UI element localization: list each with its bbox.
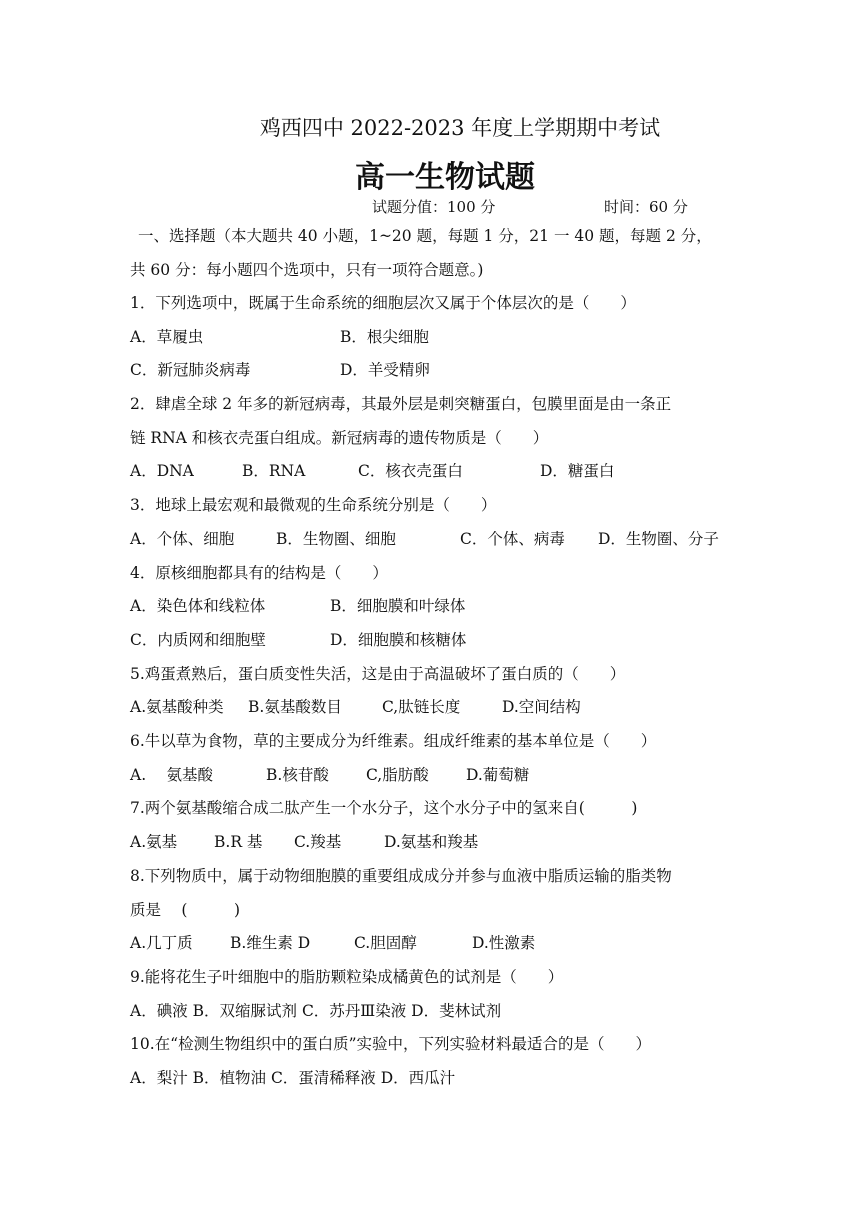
option-a: A．DNA	[130, 462, 194, 480]
option-a: A.几丁质	[130, 934, 193, 952]
option-c: C．核衣壳蛋白	[358, 462, 463, 480]
option-c: C．个体、病毒	[460, 530, 565, 548]
option-b: B.氨基酸数目	[248, 698, 342, 716]
option-a: A．草履虫	[130, 328, 204, 346]
section-instructions-line-2: 共 60 分：每小题四个选项中，只有一项符合题意。)	[130, 261, 484, 279]
option-b: B．细胞膜和叶绿体	[330, 597, 466, 615]
option-b: B．RNA	[242, 462, 306, 480]
option-b: B.维生素 D	[230, 934, 311, 952]
option-d: D．羊受精卵	[340, 361, 430, 379]
option-d: D．糖蛋白	[540, 462, 615, 480]
option-c: C,肽链长度	[382, 698, 461, 716]
option-b: B.R 基	[214, 833, 263, 851]
option-c: C．内质网和细胞壁	[130, 631, 266, 649]
question-2-stem-line-2: 链 RNA 和核衣壳蛋白组成。新冠病毒的遗传物质是（ ）	[130, 429, 549, 447]
option-b: B.核苷酸	[266, 766, 329, 784]
score-info: 试题分值：100 分	[372, 198, 496, 216]
question-4-stem: 4．原核细胞都具有的结构是（ ）	[130, 564, 388, 582]
option-a: A．个体、细胞	[130, 530, 235, 548]
section-instructions-line-1: 一、选择题（本大题共 40 小题，1~20 题，每题 1 分，21 一 40 题，每题 2 分，	[138, 227, 712, 245]
option-c: C.胆固醇	[354, 934, 417, 952]
option-a: A. 氨基酸	[130, 766, 214, 784]
question-10-stem: 10.在“检测生物组织中的蛋白质”实验中，下列实验材料最适合的是（ ）	[130, 1035, 652, 1053]
question-8-stem-line-2: 质是 ( )	[130, 901, 241, 919]
question-6-stem: 6.牛以草为食物，草的主要成分为纤维素。组成纤维素的基本单位是（ ）	[130, 732, 657, 750]
option-a: A．染色体和线粒体	[130, 597, 266, 615]
option-b: B．根尖细胞	[340, 328, 429, 346]
question-1-stem: 1．下列选项中，既属于生命系统的细胞层次又属于个体层次的是（ ）	[130, 294, 636, 312]
option-c: C.羧基	[294, 833, 342, 851]
school-title: 鸡西四中 2022-2023 年度上学期期中考试	[259, 116, 661, 140]
option-a: A.氨基酸种类	[130, 698, 224, 716]
option-a: A.氨基	[130, 833, 178, 851]
option-c: C,脂肪酸	[366, 766, 429, 784]
option-d: D．生物圈、分子	[598, 530, 719, 548]
option-c: C．新冠肺炎病毒	[130, 361, 251, 379]
time-info: 时间：60 分	[604, 198, 688, 216]
page-title: 高一生物试题	[355, 160, 535, 195]
question-7-stem: 7.两个氨基酸缩合成二肽产生一个水分子，这个水分子中的氢来自( )	[130, 799, 638, 817]
question-9-options: A．碘液 B．双缩脲试剂 C．苏丹Ⅲ染液 D．斐林试剂	[130, 1002, 502, 1020]
option-d: D.空间结构	[502, 698, 581, 716]
question-8-stem-line-1: 8.下列物质中，属于动物细胞膜的重要组成成分并参与血液中脂质运输的脂类物	[130, 867, 672, 885]
question-3-stem: 3．地球上最宏观和最微观的生命系统分别是（ ）	[130, 496, 497, 514]
question-9-stem: 9.能将花生子叶细胞中的脂肪颗粒染成橘黄色的试剂是（ ）	[130, 968, 564, 986]
question-2-stem-line-1: 2．肆虐全球 2 年多的新冠病毒，其最外层是刺突糖蛋白，包膜里面是由一条正	[130, 395, 672, 413]
question-10-options: A．梨汁 B．植物油 C．蛋清稀释液 D．西瓜汁	[130, 1069, 456, 1087]
option-b: B．生物圈、细胞	[276, 530, 396, 548]
option-d: D．细胞膜和核糖体	[330, 631, 467, 649]
option-d: D.葡萄糖	[466, 766, 530, 784]
option-d: D.性激素	[472, 934, 536, 952]
option-d: D.氨基和羧基	[384, 833, 479, 851]
question-5-stem: 5.鸡蛋煮熟后，蛋白质变性失活，这是由于高温破坏了蛋白质的（ ）	[130, 665, 626, 683]
